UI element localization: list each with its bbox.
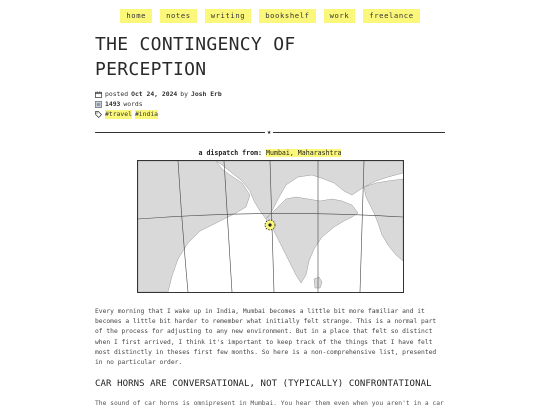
by-label: by xyxy=(180,90,188,98)
tag-icon xyxy=(95,111,102,118)
posted-label: posted xyxy=(105,90,129,98)
words-label: words xyxy=(123,100,143,108)
post-author: Josh Erb xyxy=(190,90,222,98)
dispatch-caption xyxy=(0,149,540,157)
map-graphic xyxy=(138,161,403,292)
star-icon: ★ xyxy=(267,128,272,136)
dispatch-label: a dispatch from: xyxy=(198,149,263,157)
nav-work[interactable]: work xyxy=(324,9,356,23)
nav-notes[interactable]: notes xyxy=(160,9,197,23)
page-title-line-1: THE CONTINGENCY OF xyxy=(95,34,296,55)
tags-row xyxy=(95,110,158,119)
top-nav xyxy=(0,9,540,23)
dispatch-location: Mumbai, Maharashtra xyxy=(266,149,342,157)
post-date-row xyxy=(95,90,222,99)
nav-bookshelf[interactable]: bookshelf xyxy=(259,9,315,23)
word-count: 1493 xyxy=(105,100,121,108)
tag-travel[interactable]: #travel xyxy=(105,110,132,118)
post-date: Oct 24, 2024 xyxy=(131,90,178,98)
section-paragraph: The sound of car horns is omnipresent in Mumbai. You hear them even when you aren't in a car xyxy=(95,400,444,407)
word-count-row xyxy=(95,100,143,109)
calendar-icon xyxy=(95,91,102,98)
nav-writing[interactable]: writing xyxy=(205,9,252,23)
section-heading: CAR HORNS ARE CONVERSATIONAL, NOT (TYPICALLY) CONFRONTATIONAL xyxy=(95,379,432,389)
document-icon xyxy=(95,101,102,108)
page-title-line-2: PERCEPTION xyxy=(95,59,207,80)
nav-home[interactable]: home xyxy=(120,9,152,23)
intro-paragraph: Every morning that I wake up in India, Mumbai becomes a little bit more familiar and it becomes a little bit harder to remember what initially felt strange. This is a normal part of the process for adjusting to any new environment. But in a place that felt so distinct when I first arrived, I think it's important to keep track of the things that I have felt most distinctly in theses first few months. So here is a non-comprehensive list, presented in no particular order. xyxy=(95,308,437,367)
location-marker-icon xyxy=(265,220,275,230)
location-map xyxy=(137,160,404,293)
nav-freelance[interactable]: freelance xyxy=(363,9,419,23)
page-title xyxy=(95,32,425,82)
tag-india[interactable]: #india xyxy=(134,110,159,118)
